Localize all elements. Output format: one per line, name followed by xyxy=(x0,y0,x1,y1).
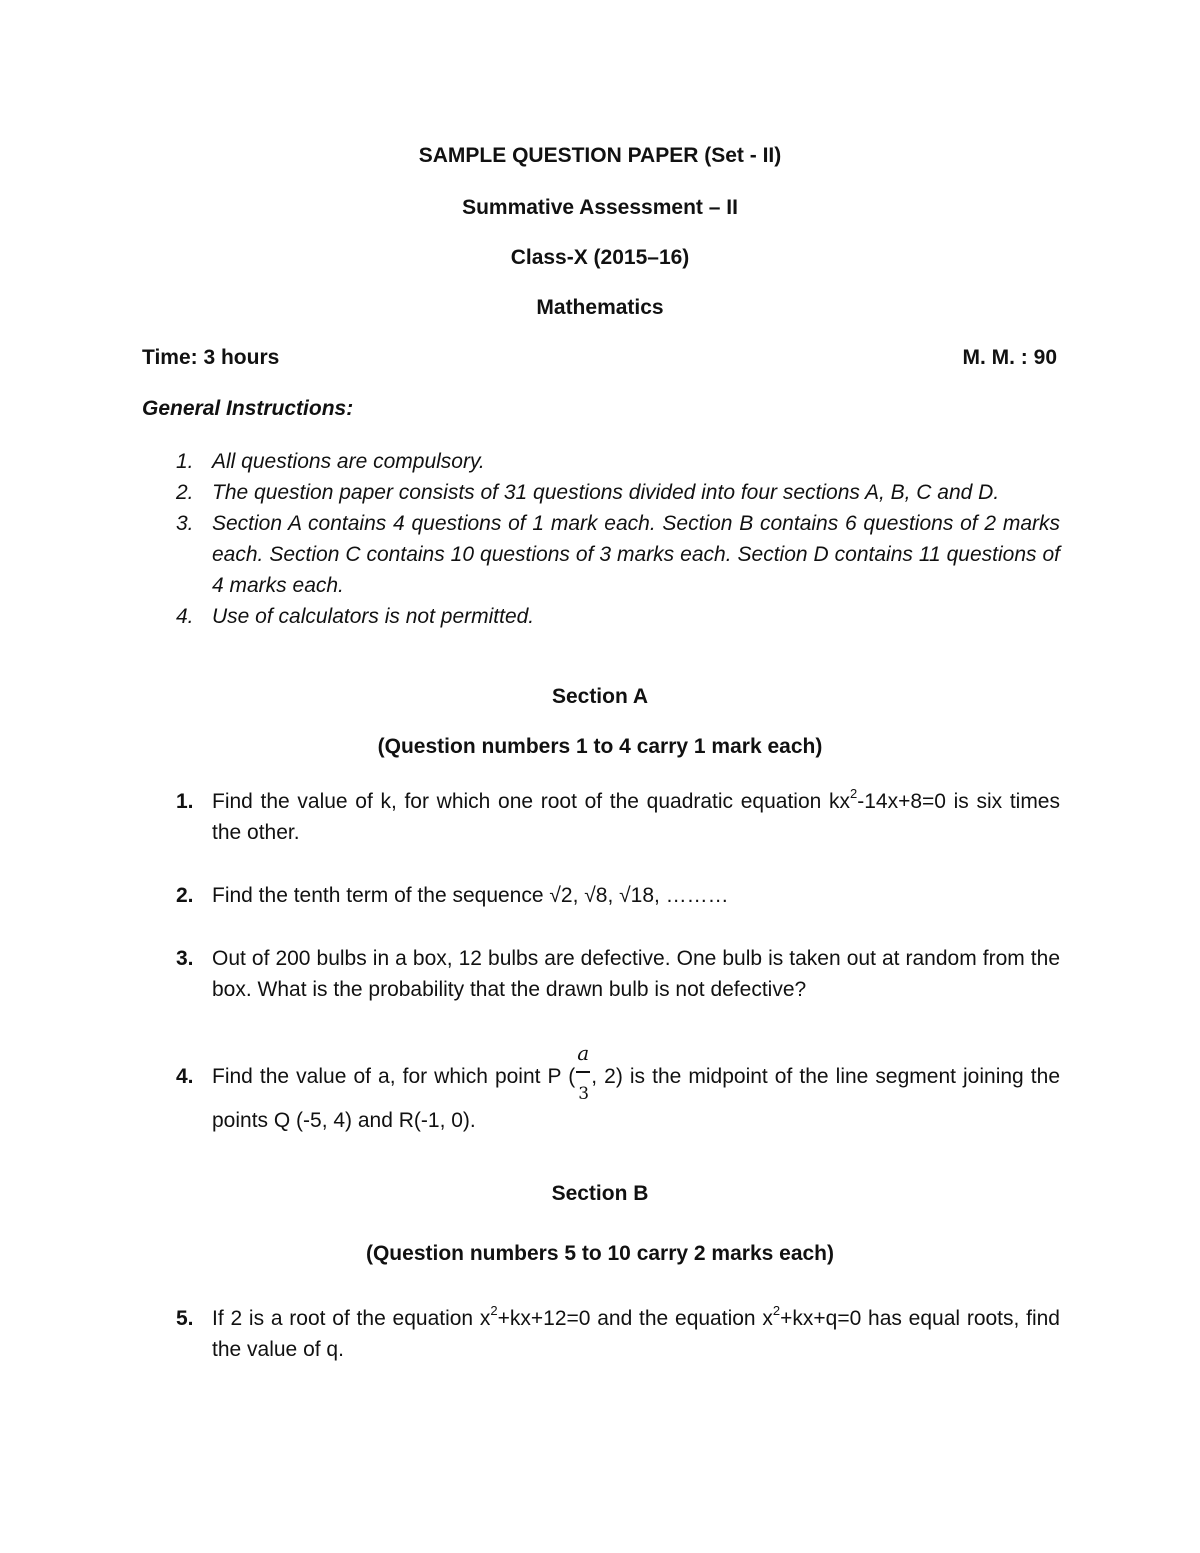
question-5 xyxy=(142,1303,1060,1365)
max-marks-label: M. M. : 90 xyxy=(962,346,1057,369)
question-text: Find the value of a, for which point P ( $\frac{a}{3}$ , 2) is the midpoint of the line segment joining the points Q (-5, 4) and R(-1, 0). xyxy=(212,1041,1060,1132)
subject-title: Mathematics xyxy=(536,296,664,319)
paper-title: SAMPLE QUESTION PAPER (Set - II) xyxy=(418,144,782,167)
instructions-list xyxy=(142,446,1060,632)
question-3 xyxy=(142,943,1060,1005)
question-number: 2. xyxy=(176,884,194,907)
question-1 xyxy=(142,786,1060,848)
time-label: Time: 3 hours xyxy=(142,346,280,369)
assessment-title: Summative Assessment – II xyxy=(462,196,738,219)
class-title: Class-X (2015–16) xyxy=(510,246,690,269)
question-text: Find the tenth term of the sequence √2, √8, √18, ……… xyxy=(212,884,729,907)
instruction-item: 4. Use of calculators is not permitted. xyxy=(176,605,535,628)
section-b-subtitle: (Question numbers 5 to 10 carry 2 marks each) xyxy=(365,1242,835,1265)
section-b-title: Section B xyxy=(551,1182,649,1205)
instructions-heading: General Instructions: xyxy=(142,397,354,420)
question-4 xyxy=(142,1041,1060,1143)
instruction-item: 2. The question paper consists of 31 questions divided into four sections A, B, C and D. xyxy=(176,481,1000,504)
instruction-item: 1. All questions are compulsory. xyxy=(176,450,485,473)
section-a-title: Section A xyxy=(551,685,649,708)
fraction-a-over-3: $\frac{a}{3}$ xyxy=(577,1041,590,1104)
question-number: 5. xyxy=(176,1307,194,1330)
instruction-item: 3. Section A contains 4 questions of 1 mark each. Section B contains 6 questions of 2 marks each. Section C contains 10 questions of 3 marks each. Section D contains 11 questions of 4 marks each. xyxy=(176,512,1060,597)
question-number: 1. xyxy=(176,790,194,813)
question-text: If 2 is a root of the equation $x^2+kx+12=0$ and the equation $x^2+kx+q=0$ has equal roots, find the value of q. xyxy=(212,1303,1060,1361)
question-text: Out of 200 bulbs in a box, 12 bulbs are defective. One bulb is taken out at random from the box. What is the probability that the drawn bulb is not defective? xyxy=(212,947,1060,1001)
question-number: 3. xyxy=(176,947,194,970)
section-a-subtitle: (Question numbers 1 to 4 carry 1 mark each) xyxy=(377,735,823,758)
question-number: 4. xyxy=(176,1065,194,1088)
question-text: Find the value of k, for which one root of the quadratic equation $kx^2-14x+8=0$ is six times the other. xyxy=(212,786,1060,844)
question-2 xyxy=(142,880,1060,911)
